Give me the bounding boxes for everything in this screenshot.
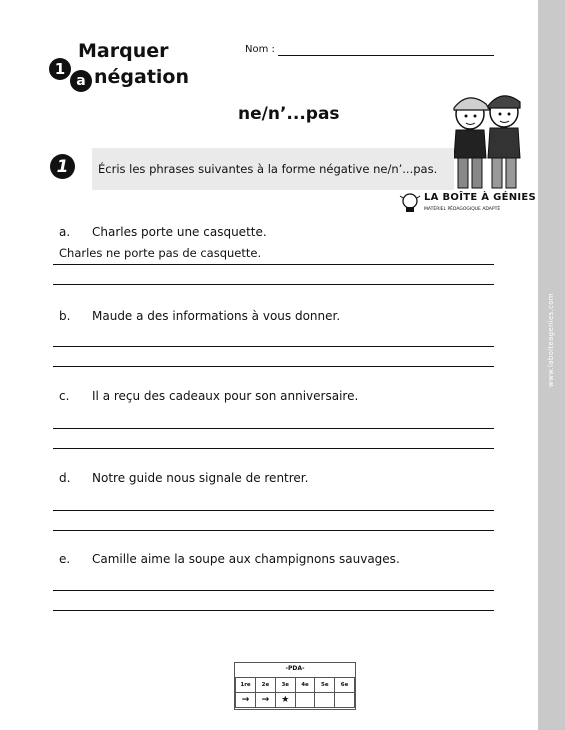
title-line2: négation: [94, 66, 190, 88]
pda-grade-cell: 1re: [236, 678, 256, 693]
title-line1: Marquer: [78, 40, 169, 62]
item-letter: d.: [59, 471, 71, 485]
pda-grade-cell: 5e: [315, 678, 335, 693]
name-field-line[interactable]: [278, 55, 494, 56]
answer-line[interactable]: [53, 284, 494, 285]
answer-line[interactable]: [53, 610, 494, 611]
title-badge-letter: a: [70, 70, 92, 92]
pda-table: [234, 662, 356, 710]
answer-line[interactable]: [53, 264, 494, 265]
item-letter: c.: [59, 389, 70, 403]
title-badge-number: 1: [49, 58, 71, 80]
item-sentence: Camille aime la soupe aux champignons sauvages.: [92, 552, 400, 566]
pda-grade-cell: 6e: [335, 678, 355, 693]
pda-empty-cell: [315, 693, 335, 708]
pda-grid: [235, 677, 355, 708]
answer-line[interactable]: [53, 448, 494, 449]
item-sentence: Maude a des informations à vous donner.: [92, 309, 341, 323]
example-answer: Charles ne porte pas de casquette.: [59, 246, 262, 260]
pda-empty-cell: [335, 693, 355, 708]
pda-empty-cell: [295, 693, 315, 708]
star-icon: ★: [275, 693, 295, 708]
pda-grade-cell: 2e: [256, 678, 276, 693]
item-letter: e.: [59, 552, 71, 566]
answer-line[interactable]: [53, 510, 494, 511]
brand-tagline: MATÉRIEL PÉDAGOGIQUE ADAPTÉ: [424, 207, 501, 212]
pda-label: -PDA-: [285, 665, 305, 672]
page-heading: ne/n’...pas: [238, 104, 340, 124]
exercise-number-badge: 1: [50, 154, 75, 179]
arrow-icon: →: [256, 693, 276, 708]
answer-line[interactable]: [53, 428, 494, 429]
brand-name: LA BOÎTE À GÉNIES: [424, 192, 537, 203]
answer-line[interactable]: [53, 530, 494, 531]
answer-line[interactable]: [53, 590, 494, 591]
lightbulb-icon: [398, 192, 422, 214]
item-letter: b.: [59, 309, 71, 323]
item-sentence: Il a reçu des cadeaux pour son anniversaire.: [92, 389, 359, 403]
instruction-text: Écris les phrases suivantes à la forme négative ne/n’...pas.: [98, 162, 438, 176]
name-label: Nom :: [245, 44, 275, 55]
pda-grade-cell: 3e: [275, 678, 295, 693]
item-sentence: Charles porte une casquette.: [92, 225, 267, 239]
answer-line[interactable]: [53, 346, 494, 347]
answer-line[interactable]: [53, 366, 494, 367]
arrow-icon: →: [236, 693, 256, 708]
item-sentence: Notre guide nous signale de rentrer.: [92, 471, 309, 485]
side-url: www.laboiteagenies.com: [547, 293, 555, 387]
brand-logo: [398, 190, 537, 220]
item-letter: a.: [59, 225, 71, 239]
pda-grade-cell: 4e: [295, 678, 315, 693]
